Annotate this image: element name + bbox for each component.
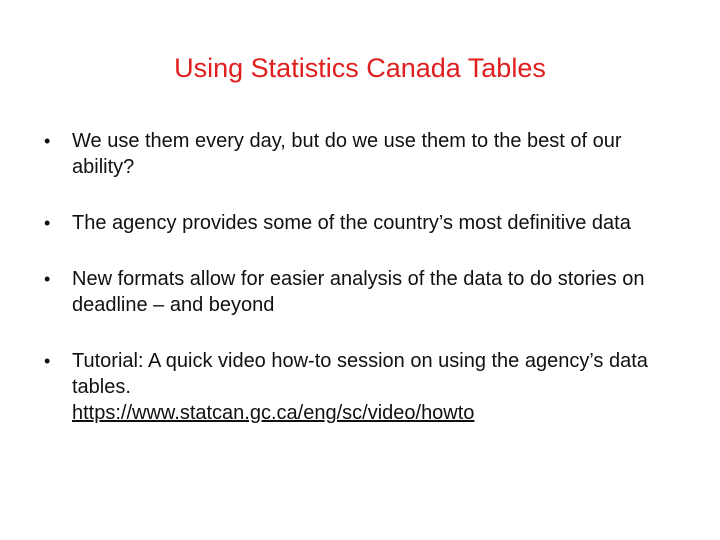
bullet-item: [44, 210, 684, 236]
bullet-text: New formats allow for easier analysis of the data to do stories on deadline – and beyond: [72, 268, 645, 316]
bullet-text: We use them every day, but do we use them to the best of our ability?: [72, 130, 622, 178]
tutorial-link[interactable]: https://www.statcan.gc.ca/eng/sc/video/howto: [72, 402, 475, 424]
bullet-icon: •: [44, 131, 51, 151]
bullet-item: [44, 348, 684, 426]
slide-title: Using Statistics Canada Tables: [174, 53, 546, 83]
bullet-list: [44, 128, 684, 456]
bullet-icon: •: [44, 351, 51, 371]
bullet-item: [44, 128, 684, 180]
bullet-text: The agency provides some of the country’s most definitive data: [72, 212, 631, 234]
bullet-item: [44, 266, 684, 318]
bullet-icon: •: [44, 213, 51, 233]
bullet-text: Tutorial: A quick video how-to session on using the agency’s data tables.: [72, 350, 648, 398]
bullet-icon: •: [44, 269, 51, 289]
